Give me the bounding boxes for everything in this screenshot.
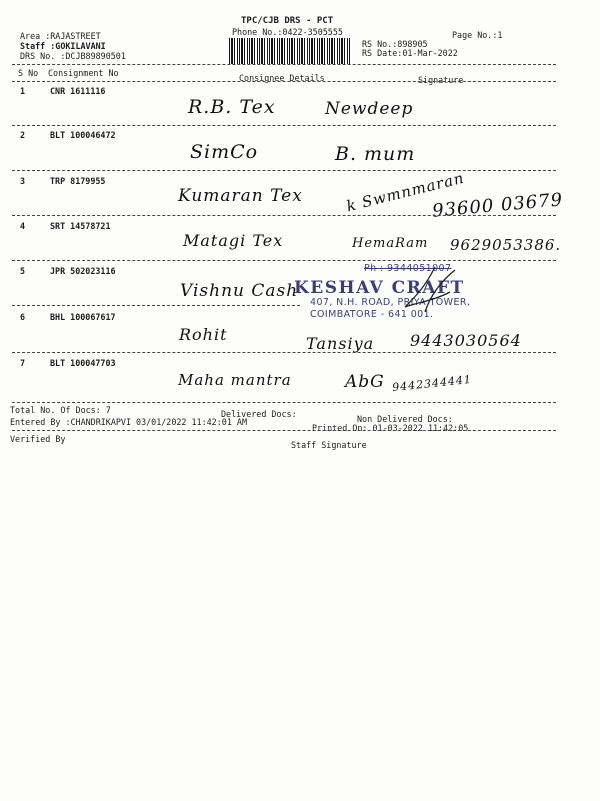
row-receiver-signature: Newdeep (325, 99, 414, 119)
area-label: Area :RAJASTREET (20, 31, 101, 41)
row-receiver-phone: 9442344441 (391, 372, 473, 395)
signature-scribble (395, 262, 465, 322)
delivered-docs: Delivered Docs: (221, 409, 297, 419)
row-consignment: BHL 100067617 (50, 312, 116, 322)
row-consignment: SRT 14578721 (50, 221, 111, 231)
stamp-address-2: COIMBATORE - 641 001. (310, 309, 434, 320)
row-consignment: BLT 100046472 (50, 130, 116, 140)
entered-by: Entered By :CHANDRIKAPVI 03/01/2022 11:42:01 AM (10, 417, 247, 427)
column-signature: Signature (418, 75, 464, 85)
row-receiver-signature: B. mum (335, 143, 416, 165)
row-sno: 1 (20, 86, 26, 96)
row-consignee-name: Matagi Tex (183, 231, 284, 250)
stamp-name: KESHAV CRAFT (294, 278, 465, 298)
row-consignment: CNR 1611116 (50, 86, 106, 96)
divider (12, 125, 556, 126)
row-consignment: BLT 100047703 (50, 358, 116, 368)
printed-on: Printed On: 01-03-2022 11:42:05 (312, 423, 469, 433)
row-receiver-signature: k Swmnmaran (344, 168, 467, 216)
row-consignment: TRP 8179955 (50, 176, 106, 186)
row-sno: 7 (20, 358, 26, 368)
stamp-phone: Ph : 9344051007 (364, 263, 452, 274)
rs-number: RS No.:898905 (362, 39, 428, 49)
non-delivered-docs: Non Delivered Docs: (357, 414, 453, 424)
row-sno: 5 (20, 266, 26, 276)
divider (12, 402, 556, 403)
divider (12, 260, 556, 261)
verified-by: Verified By (10, 434, 66, 444)
total-docs: Total No. Of Docs: 7 (10, 405, 111, 415)
rs-date: RS Date:01-Mar-2022 (362, 48, 458, 58)
row-consignee-name: Maha mantra (178, 371, 292, 389)
divider (12, 305, 300, 306)
divider (12, 170, 556, 171)
row-consignee-name: Kumaran Tex (178, 186, 303, 206)
column-consignee: Consignee Details (239, 73, 325, 83)
phone-number: Phone No.:0422-3505555 (232, 27, 343, 37)
divider (12, 215, 556, 216)
divider (12, 352, 556, 353)
column-sno: S No (18, 68, 39, 78)
row-receiver-signature: HemaRam (352, 236, 429, 251)
row-receiver-signature: AbG (345, 372, 385, 392)
row-receiver-signature: Tansiya (306, 334, 375, 353)
row-consignee-name: R.B. Tex (188, 96, 276, 118)
staff-signature: Staff Signature (291, 440, 367, 450)
row-consignee-name: Vishnu Cash (180, 281, 299, 301)
row-receiver-phone: 9443030564 (410, 331, 522, 350)
row-sno: 2 (20, 130, 26, 140)
column-consignment: Consignment No (48, 68, 119, 78)
staff-label: Staff :GOKILAVANI (20, 41, 106, 51)
row-receiver-phone: 93600 03679 (431, 189, 564, 222)
divider (12, 430, 556, 431)
row-sno: 6 (20, 312, 26, 322)
stamp-address-1: 407, N.H. ROAD, PRIYA TOWER, (310, 297, 471, 308)
drs-number: DRS No. :DCJB89890501 (20, 51, 126, 61)
page-number: Page No.:1 (452, 30, 503, 40)
document-title: TPC/CJB DRS - PCT (241, 16, 334, 26)
row-consignee-name: Rohit (179, 325, 228, 344)
row-consignee-name: SimCo (190, 141, 259, 163)
divider (12, 81, 556, 82)
row-sno: 3 (20, 176, 26, 186)
row-consignment: JPR 502023116 (50, 266, 116, 276)
row-sno: 4 (20, 221, 26, 231)
divider (12, 64, 556, 65)
row-receiver-phone: 9629053386. (450, 236, 562, 254)
barcode-icon (229, 38, 351, 64)
